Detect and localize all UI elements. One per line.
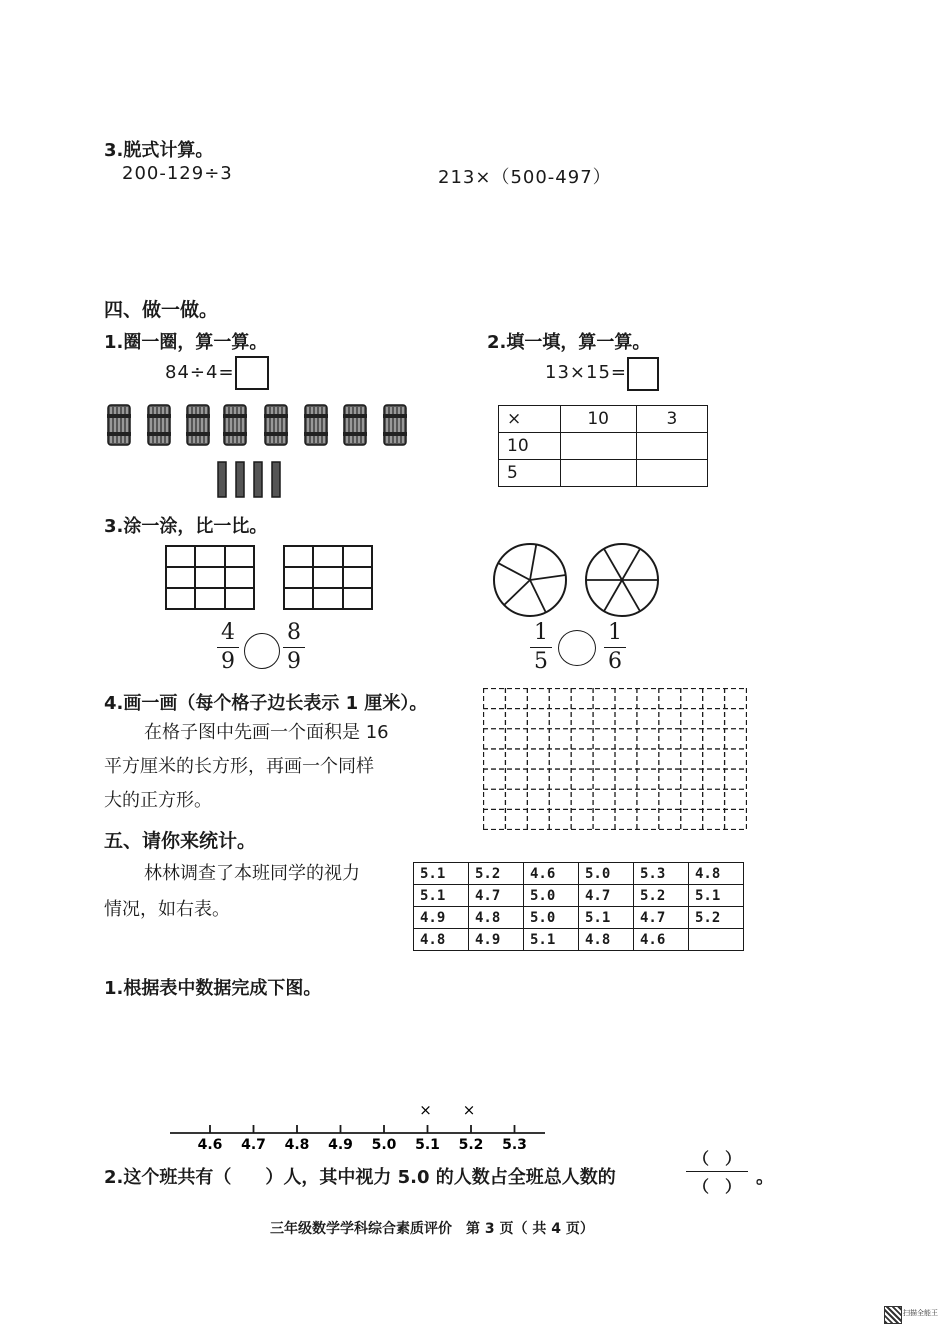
vision-cell: 5.0 bbox=[524, 885, 579, 907]
q5-2-fraction[interactable]: （ ） （ ） bbox=[686, 1146, 748, 1197]
multiplication-table bbox=[498, 405, 708, 487]
mt-cell: 3 bbox=[636, 406, 707, 433]
stick-bundle-icon bbox=[343, 405, 367, 445]
dashed-grid[interactable] bbox=[483, 688, 747, 830]
mt-fill-cell[interactable] bbox=[636, 433, 707, 460]
single-stick-icon bbox=[218, 462, 226, 497]
stick-bundle-icon bbox=[264, 405, 288, 445]
q4-2-expr: 13×15= bbox=[545, 362, 627, 383]
vision-cell: 5.3 bbox=[634, 863, 689, 885]
q4-2-title: 2.填一填，算一算。 bbox=[487, 332, 651, 353]
tick-label: 4.7 bbox=[241, 1137, 266, 1153]
mt-cell: 5 bbox=[499, 460, 561, 487]
vision-cell: 4.7 bbox=[469, 885, 524, 907]
vision-cell: 4.8 bbox=[579, 929, 634, 951]
fraction-8-9: 8 9 bbox=[283, 620, 305, 675]
mt-cell: × bbox=[499, 406, 561, 433]
vision-cell: 4.6 bbox=[524, 863, 579, 885]
tick-label: 4.6 bbox=[197, 1137, 223, 1153]
expr-1: 200-129÷3 bbox=[122, 163, 233, 184]
stick-bundle-icon bbox=[223, 405, 247, 445]
compare-circle-2[interactable] bbox=[558, 630, 596, 666]
single-stick-icon bbox=[272, 462, 280, 497]
tick-label: 5.3 bbox=[502, 1137, 527, 1153]
q5-1-title: 1.根据表中数据完成下图。 bbox=[104, 978, 322, 999]
shading-grid-2[interactable] bbox=[283, 545, 373, 610]
vision-cell: 5.2 bbox=[634, 885, 689, 907]
vision-cell: 5.0 bbox=[579, 863, 634, 885]
q4-3-title: 3.涂一涂，比一比。 bbox=[104, 516, 268, 537]
q3-title: 3.脱式计算。 bbox=[104, 140, 214, 161]
answer-box-2[interactable] bbox=[627, 357, 659, 391]
stick-bundle-icon bbox=[147, 405, 171, 445]
mt-cell: 10 bbox=[560, 406, 636, 433]
vision-cell: 5.0 bbox=[524, 907, 579, 929]
vision-cell: 5.1 bbox=[414, 885, 469, 907]
vision-cell: 5.2 bbox=[469, 863, 524, 885]
expr-2: 213×（500-497） bbox=[438, 167, 612, 188]
vision-cell: 4.9 bbox=[469, 929, 524, 951]
section-5-title: 五、请你来统计。 bbox=[104, 830, 257, 852]
fraction-1-5: 1 5 bbox=[530, 620, 552, 675]
fraction-1-6: 1 6 bbox=[604, 620, 626, 675]
mt-fill-cell[interactable] bbox=[560, 433, 636, 460]
vision-cell: 4.7 bbox=[579, 885, 634, 907]
vision-cell: 4.8 bbox=[414, 929, 469, 951]
vision-cell: 4.7 bbox=[634, 907, 689, 929]
vision-cell: 4.8 bbox=[469, 907, 524, 929]
line-plot[interactable] bbox=[165, 1095, 555, 1157]
fraction-4-9: 4 9 bbox=[217, 620, 239, 675]
vision-cell bbox=[689, 929, 744, 951]
stick-bundle-icon bbox=[107, 405, 131, 445]
qr-code-icon bbox=[884, 1306, 902, 1324]
q5-2-end: 。 bbox=[756, 1167, 774, 1188]
q4-1-title: 1.圈一圈，算一算。 bbox=[104, 332, 268, 353]
pie-circles[interactable] bbox=[490, 540, 670, 620]
single-stick-icon bbox=[236, 462, 244, 497]
vision-cell: 5.1 bbox=[689, 885, 744, 907]
shading-grid-1[interactable] bbox=[165, 545, 255, 610]
stick-bundle-icon bbox=[186, 405, 210, 445]
q4-4-title: 4.画一画（每个格子边长表示 1 厘米）。 bbox=[104, 693, 428, 714]
q4-4-text: 在格子图中先画一个面积是 16 平方厘米的长方形，再画一个同样 大的正方形。 bbox=[104, 722, 389, 811]
sticks-illustration bbox=[105, 402, 425, 502]
tick-label: 5.2 bbox=[458, 1137, 484, 1153]
mt-fill-cell[interactable] bbox=[636, 460, 707, 487]
stick-bundle-icon bbox=[304, 405, 328, 445]
vision-table bbox=[413, 862, 744, 951]
pie-sixths bbox=[586, 544, 658, 616]
vision-cell: 4.8 bbox=[689, 863, 744, 885]
single-stick-icon bbox=[254, 462, 262, 497]
section-5-intro: 林林调查了本班同学的视力 情况，如右表。 bbox=[104, 863, 360, 920]
data-mark: × bbox=[419, 1101, 432, 1119]
data-mark: × bbox=[462, 1101, 476, 1119]
vision-cell: 5.2 bbox=[689, 907, 744, 929]
pie-fifths bbox=[494, 544, 566, 616]
vision-cell: 5.1 bbox=[579, 907, 634, 929]
watermark: 扫描全能王 bbox=[903, 1309, 938, 1317]
answer-box-1[interactable] bbox=[235, 356, 269, 390]
tick-label: 5.0 bbox=[371, 1137, 397, 1153]
vision-cell: 5.1 bbox=[414, 863, 469, 885]
stick-bundle-icon bbox=[383, 405, 407, 445]
section-4-title: 四、做一做。 bbox=[104, 299, 219, 321]
tick-label: 4.9 bbox=[328, 1137, 353, 1153]
page-footer: 三年级数学学科综合素质评价 第 3 页（ 共 4 页） bbox=[270, 1221, 594, 1237]
vision-cell: 4.9 bbox=[414, 907, 469, 929]
mt-fill-cell[interactable] bbox=[560, 460, 636, 487]
tick-label: 4.8 bbox=[284, 1137, 310, 1153]
q5-2-text: 2.这个班共有（ ）人，其中视力 5.0 的人数占全班总人数的 bbox=[104, 1167, 616, 1188]
tick-label: 5.1 bbox=[415, 1137, 440, 1153]
compare-circle-1[interactable] bbox=[244, 633, 280, 669]
vision-cell: 4.6 bbox=[634, 929, 689, 951]
mt-cell: 10 bbox=[499, 433, 561, 460]
vision-cell: 5.1 bbox=[524, 929, 579, 951]
q4-1-expr: 84÷4= bbox=[165, 362, 235, 383]
